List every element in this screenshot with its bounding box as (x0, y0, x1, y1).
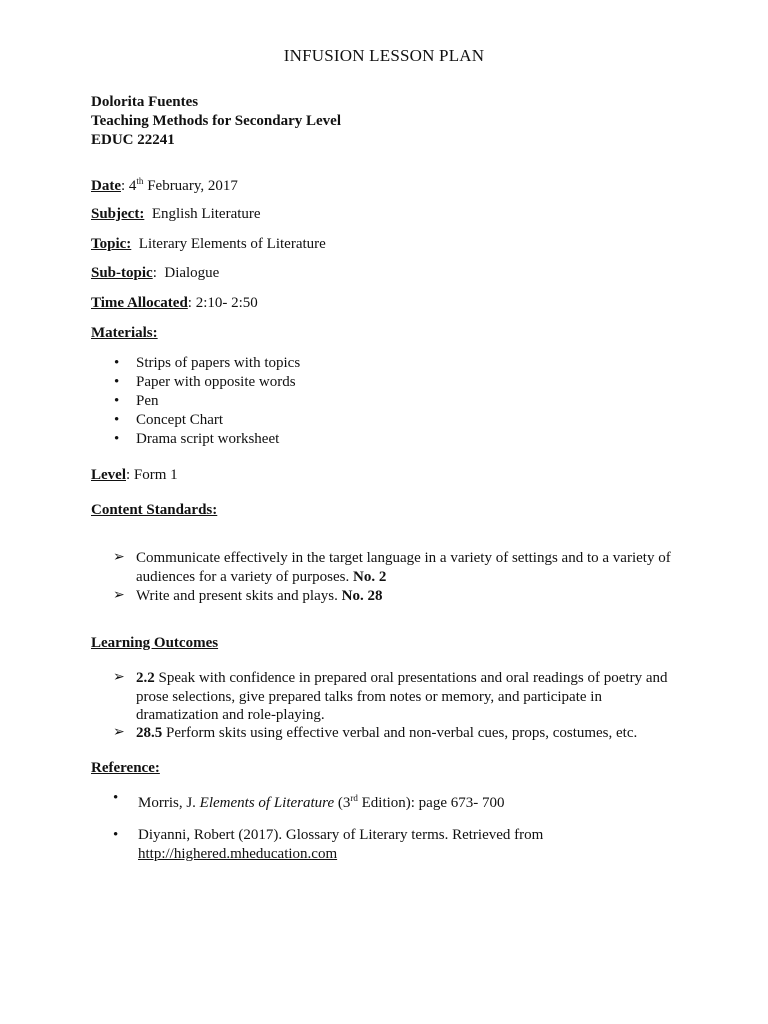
bullet-icon: • (113, 790, 119, 806)
content-standard-item: ➢ Communicate effectively in the target language in a variety of settings and to a variety of audiences for a variety of purposes. No. 2 (113, 550, 671, 585)
topic-field (91, 236, 326, 253)
time-allocated-field: Time Allocated: 2:10- 2:50 (91, 295, 258, 311)
date-rest: February, 2017 (143, 178, 238, 194)
subtopic-value: Dialogue (164, 265, 220, 281)
list-item: • Strips of papers with topics (114, 355, 301, 371)
arrow-bullet-icon: ➢ (113, 725, 125, 740)
arrow-bullet-icon: ➢ (113, 588, 125, 603)
course-name: Teaching Methods for Secondary Level (91, 113, 341, 129)
subject-field (91, 206, 261, 223)
learning-outcome-item: ➢ 2.2 Speak with confidence in prepared oral presentations and oral readings of poetry and prose selections, give prepared talks from notes or memory, and participate in dramatization and role-playing. (113, 670, 668, 723)
materials-list (91, 354, 300, 449)
author-name: Dolorita Fuentes (91, 94, 199, 110)
learning-outcome-item: ➢ 28.5 Perform skits using effective verbal and non-verbal cues, props, costumes, etc. (113, 725, 638, 741)
subtopic-field: Sub-topic: Dialogue (91, 265, 220, 281)
reference-link[interactable]: http://highered.mheducation.com (138, 845, 338, 862)
list-item: • Concept Chart (114, 412, 224, 428)
date-suffix: th (136, 176, 144, 186)
topic-value: Literary Elements of Literature (138, 236, 326, 252)
subject-label: Subject: (91, 206, 145, 222)
arrow-bullet-icon: ➢ (113, 670, 125, 685)
bullet-icon: • (114, 374, 120, 390)
bullet-icon: • (114, 393, 120, 409)
materials-heading: Materials: (91, 325, 158, 341)
subtopic-label: Sub-topic (91, 265, 153, 281)
bullet-icon: • (114, 355, 120, 371)
reference-item: • Morris, J. Elements of Literature (3rd Edition): page 673- 700 (113, 790, 505, 811)
subject-value: English Literature (151, 206, 261, 222)
list-item: • Paper with opposite words (114, 374, 296, 390)
bullet-icon: • (114, 412, 120, 428)
reference-item: • Diyanni, Robert (2017). Glossary of Literary terms. Retrieved from http://highered.mheducation.com (113, 827, 544, 862)
learning-outcomes-heading: Learning Outcomes (91, 635, 219, 651)
time-allocated-label: Time Allocated (91, 295, 188, 311)
level-field: Level: Form 1 (91, 467, 178, 483)
content-standard-item: ➢ Write and present skits and plays. No. 28 (113, 588, 383, 604)
date-day: 4 (128, 178, 137, 194)
author-block (91, 93, 341, 150)
document-title: INFUSION LESSON PLAN (283, 46, 485, 65)
course-code: EDUC 22241 (91, 132, 175, 148)
topic-label: Topic: (91, 236, 132, 252)
list-item: • Pen (114, 393, 159, 409)
list-item: • Drama script worksheet (114, 431, 280, 447)
time-allocated-value: 2:10- 2:50 (195, 295, 258, 311)
reference-heading: Reference: (91, 760, 160, 776)
level-value: Form 1 (133, 467, 178, 483)
level-label: Level (91, 467, 126, 483)
content-standards-heading: Content Standards: (91, 502, 218, 518)
date-field: Date: 4th February, 2017 (91, 176, 238, 194)
bullet-icon: • (113, 827, 119, 843)
date-label: Date (91, 178, 121, 194)
arrow-bullet-icon: ➢ (113, 550, 125, 565)
bullet-icon: • (114, 431, 120, 447)
